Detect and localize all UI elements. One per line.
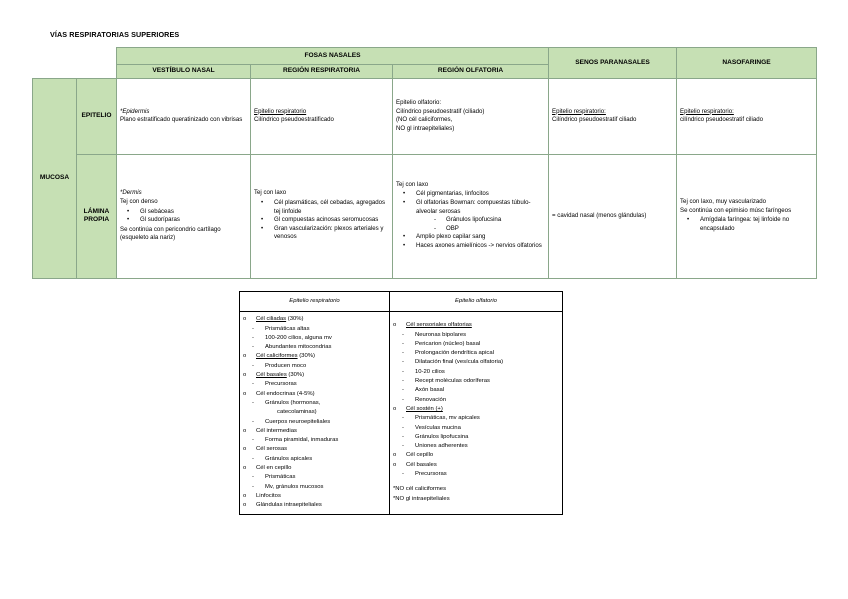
cell-epitelio-olfatorio-list: o Cél sensoriales olfatorias - Neuronas bipolares - Pericarion (núcleo) basal - Prolongación dendrítica apical - Dilatación final (vesícula olfatoria) - 10-20 cilios - Recept moléculas odoríferas - Axón basal - Renovación o Cél sostén (+) - Prismáticas, mv apicales - Vesículas mucina - Gránulos lipofucsina - Uniones adherentes o Cél cepillo o Cél basales - Precursoras *NO cél caliciformes *NO gl intraepiteliales	[390, 312, 563, 514]
cell-lamina-respiratoria: Tej con laxo • Cél plasmáticas, cél cebadas, agregados tej linfoide • Gl compuestas acinosas seromucosas • Gran vascularización: plexos arteriales y venosos	[251, 154, 393, 278]
header-region-respiratoria: REGIÓN RESPIRATORIA	[251, 65, 393, 79]
cell-lamina-nasofaringe: Tej con laxo, muy vascularizado Se continúa con epimisio músc faríngeos • Amígdala faríngea: tej linfoide no encapsulado	[677, 154, 817, 278]
sub-header-respiratorio: Epitelio respiratorio	[240, 292, 390, 312]
cell-lamina-olfatoria: Tej con laxo • Cél pigmentarias, linfocitos • Gl olfatorias Bowman: compuestas túbulo-alveolar serosas - Gránulos lipofucsina - OBP • Amplio plexo capilar sang • Haces axones amielínicos -> nervios olfatorios	[393, 154, 549, 278]
cell-epitelio-respiratoria: Epitelio respiratorio Cilíndrico pseudoestratificado	[251, 78, 393, 154]
sub-header-olfatorio: Epitelio olfatorio	[390, 292, 563, 312]
list-item: • Haces axones amielínicos -> nervios olfatorios	[416, 242, 545, 251]
row-mucosa: MUCOSA	[33, 78, 77, 278]
cell-epitelio-vestibulo: *Epidermis Plano estratificado queratinizado con vibrisas	[117, 78, 251, 154]
main-table	[32, 47, 817, 279]
row-epitelio: EPITELIO	[77, 78, 117, 154]
cell-epitelio-nasofaringe: Epitelio respiratorio: cilíndrico pseudoestratif ciliado	[677, 78, 817, 154]
header-fosas-nasales: FOSAS NASALES	[117, 48, 549, 65]
header-region-olfatoria: REGIÓN OLFATORIA	[393, 65, 549, 79]
list-item: • Gl olfatorias Bowman: compuestas túbulo-alveolar serosas - Gránulos lipofucsina - OBP	[416, 199, 545, 233]
list-item: • Gl compuestas acinosas seromucosas	[274, 216, 389, 225]
cell-epitelio-respiratorio-list: o Cél ciliadas (30%) - Prismáticas altas - 100-200 cilios, alguna mv - Abundantes mitocondrias o Cél caliciformes (30%) - Producen moco o Cél basales (30%) - Precursoras o Cél endocrinas (4-5%) - Gránulos (hormonas, catecolaminas) - Cuerpos neuroepiteliales o Cél intermedias - Forma piramidal, inmaduras o Cél serosas - Gránulos apicales o Cél en cepillo - Prismáticas - Mv, gránulos mucosos o Linfocitos o Glándulas intraepiteliales	[240, 312, 390, 514]
cell-epitelio-olfatoria: Epitelio olfatorio: Cilíndrico pseudoestratif (ciliado) (NO cél caliciformes, NO gl intraepiteliales)	[393, 78, 549, 154]
cell-lamina-senos: = cavidad nasal (menos glándulas)	[549, 154, 677, 278]
header-senos: SENOS PARANASALES	[549, 48, 677, 79]
cell-epitelio-senos: Epitelio respiratorio: Cilíndrico pseudoestratif ciliado	[549, 78, 677, 154]
list-item: • Amígdala faríngea: tej linfoide no encapsulado	[700, 216, 813, 233]
header-nasofaringe: NASOFARINGE	[677, 48, 817, 79]
list-item: • Gl sebáceas	[140, 208, 247, 217]
row-lamina-propia: LÁMINA PROPIA	[77, 154, 117, 278]
page-title: VÍAS RESPIRATORIAS SUPERIORES	[50, 30, 180, 39]
list-item: • Amplio plexo capilar sang	[416, 233, 545, 242]
list-item: - Gránulos lipofucsina	[446, 216, 545, 225]
list-item: • Cél plasmáticas, cél cebadas, agregados tej linfoide	[274, 199, 389, 216]
list-item: - OBP	[446, 225, 545, 234]
list-item: • Gl sudoríparas	[140, 216, 247, 225]
header-vestibulo: VESTÍBULO NASAL	[117, 65, 251, 79]
list-item: • Cél pigmentarias, linfocitos	[416, 190, 545, 199]
list-item: • Gran vascularización: plexos arteriales y venosos	[274, 225, 389, 242]
cell-lamina-vestibulo: *Dermis Tej con denso • Gl sebáceas • Gl sudoríparas Se continúa con pericondrio cartílago (esqueleto ala nariz)	[117, 154, 251, 278]
epithelium-cells-table	[239, 291, 563, 515]
